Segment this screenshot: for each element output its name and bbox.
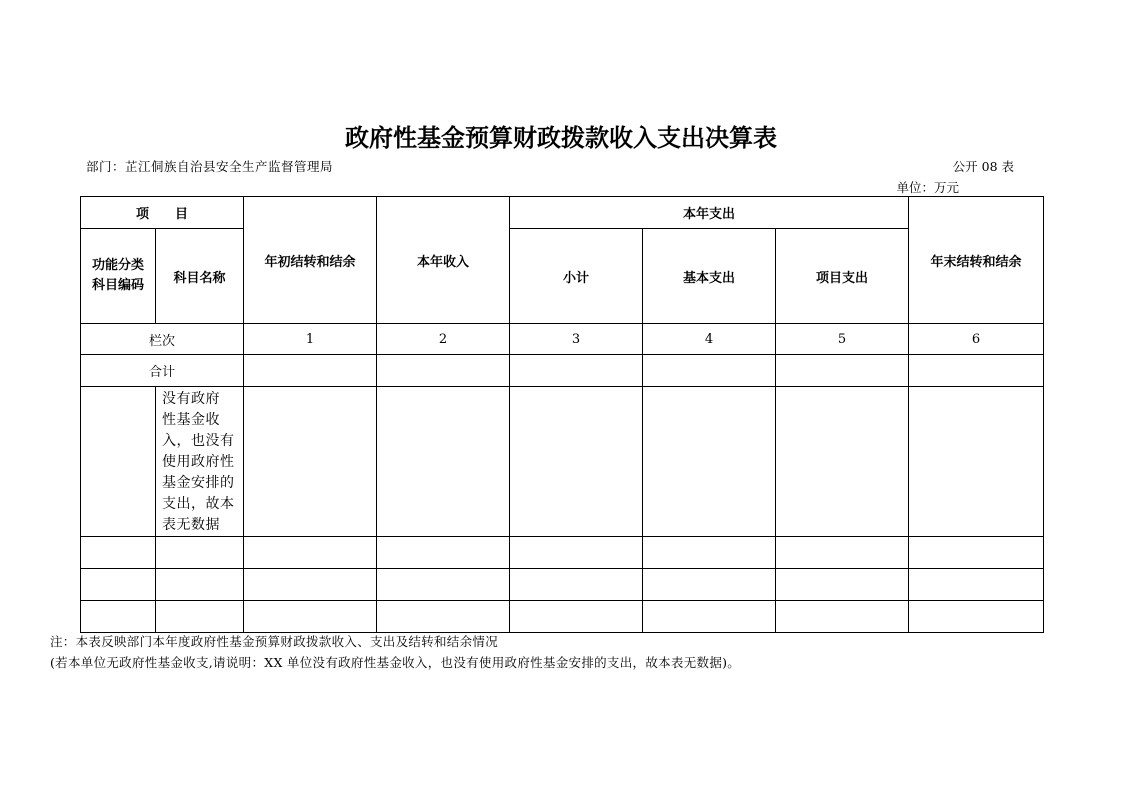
table-cell	[909, 355, 1044, 387]
note-line: 入，也没有	[162, 433, 235, 449]
table-cell	[643, 355, 776, 387]
table-cell	[909, 537, 1044, 569]
table-number: 公开 08 表	[952, 159, 1014, 174]
header-project-exp: 项目支出	[776, 229, 909, 324]
table-cell	[776, 387, 909, 537]
table-cell	[377, 387, 510, 537]
table-cell	[244, 569, 377, 601]
table-cell	[643, 601, 776, 633]
table-cell	[776, 569, 909, 601]
table-cell	[377, 355, 510, 387]
table-cell	[643, 387, 776, 537]
table-cell	[643, 537, 776, 569]
col-number: 3	[510, 324, 643, 355]
no-data-note	[156, 387, 244, 537]
table-cell	[81, 387, 156, 537]
table-cell	[776, 355, 909, 387]
table-cell	[510, 569, 643, 601]
header-begin-balance: 年初结转和结余	[244, 197, 377, 324]
note-line: 表无数据	[162, 517, 220, 533]
table-cell	[156, 537, 244, 569]
table-cell	[510, 387, 643, 537]
table-cell	[377, 601, 510, 633]
col-number: 2	[377, 324, 510, 355]
table-cell	[909, 387, 1044, 537]
header-basic: 基本支出	[643, 229, 776, 324]
page-title: 政府性基金预算财政拨款收入支出决算表	[345, 124, 777, 152]
table-cell	[244, 601, 377, 633]
table-cell	[244, 537, 377, 569]
note-line: 支出，故本	[162, 496, 235, 512]
col-number: 5	[776, 324, 909, 355]
col-number: 6	[909, 324, 1044, 355]
table-cell	[81, 569, 156, 601]
table-cell	[156, 569, 244, 601]
table-cell	[776, 601, 909, 633]
budget-table	[80, 196, 1044, 633]
table-cell	[776, 537, 909, 569]
header-end-balance: 年末结转和结余	[909, 197, 1044, 324]
table-cell	[377, 537, 510, 569]
unit-label: 单位：万元	[896, 180, 959, 195]
table-cell	[909, 569, 1044, 601]
table-cell	[510, 537, 643, 569]
note-line: 使用政府性	[162, 454, 235, 470]
header-income: 本年收入	[377, 197, 510, 324]
header-expenditure: 本年支出	[510, 197, 909, 229]
footnote-line-1: 注：本表反映部门本年度政府性基金预算财政拨款收入、支出及结转和结余情况	[50, 634, 499, 649]
header-project: 项 目	[81, 197, 244, 229]
table-cell	[510, 601, 643, 633]
header-func-code: 功能分类科目编码	[81, 229, 156, 324]
note-line: 基金安排的	[162, 475, 235, 491]
table-cell	[244, 355, 377, 387]
table-cell	[81, 537, 156, 569]
col-index-label: 栏次	[81, 324, 244, 355]
col-number: 1	[244, 324, 377, 355]
footnotes	[50, 631, 740, 673]
table-cell	[909, 601, 1044, 633]
table-cell	[643, 569, 776, 601]
note-line: 没有政府	[162, 391, 220, 407]
table-cell	[81, 601, 156, 633]
total-label: 合计	[81, 355, 244, 387]
table-cell	[377, 569, 510, 601]
header-subject-name: 科目名称	[156, 229, 244, 324]
table-cell	[510, 355, 643, 387]
table-cell	[156, 601, 244, 633]
note-line: 性基金收	[162, 412, 220, 428]
header-subtotal: 小计	[510, 229, 643, 324]
table-cell	[244, 387, 377, 537]
col-number: 4	[643, 324, 776, 355]
department-label: 部门：芷江侗族自治县安全生产监督管理局	[86, 159, 334, 174]
footnote-line-2: (若本单位无政府性基金收支,请说明：XX 单位没有政府性基金收入，也没有使用政府性基金安排的支出，故本表无数据)。	[50, 655, 741, 670]
